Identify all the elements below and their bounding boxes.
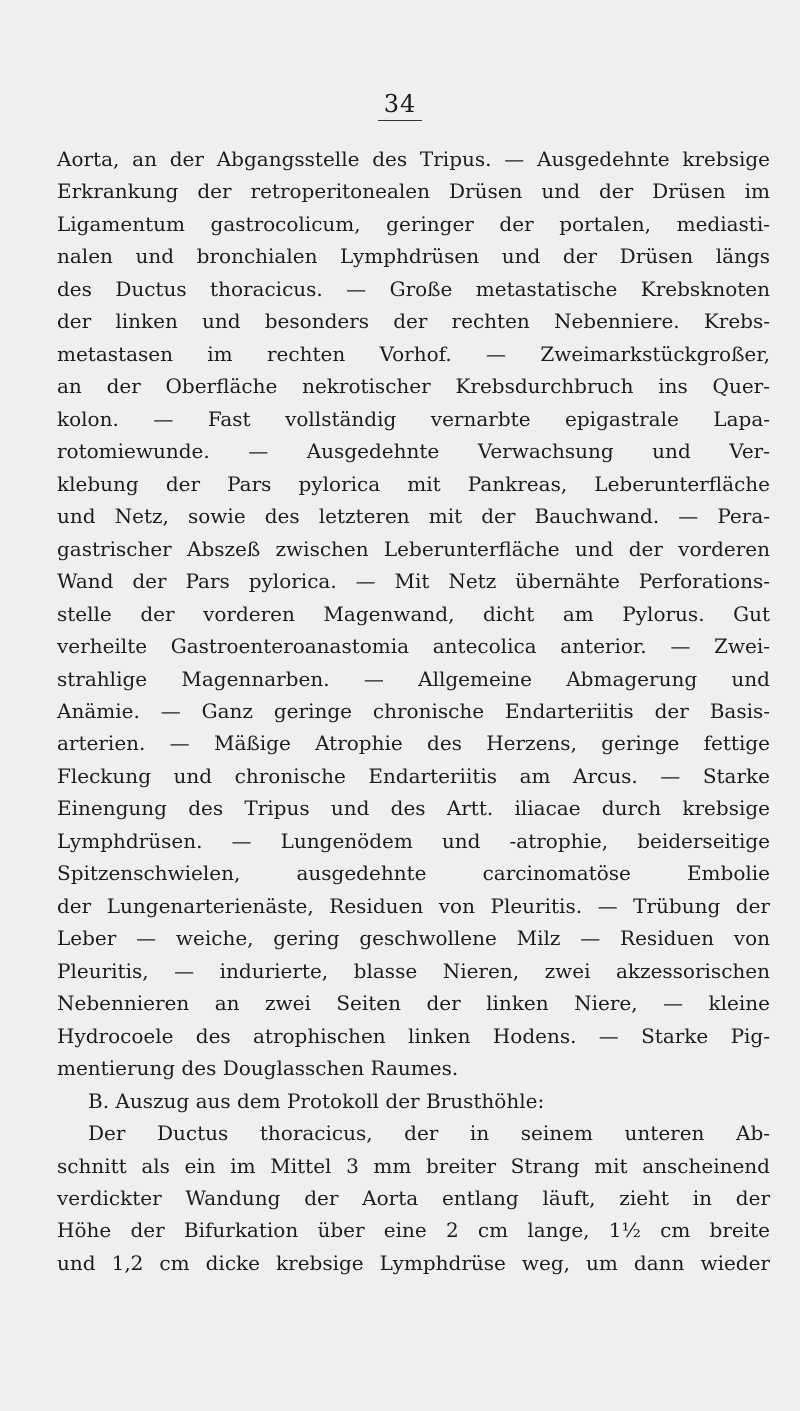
text-line: des Ductus thoracicus. — Große metastatische Krebsknoten <box>57 276 770 301</box>
text-line: arterien. — Mäßige Atrophie des Herzens, geringe fettige <box>57 731 770 756</box>
text-line: Wand der Pars pylorica. — Mit Netz übernähte Perforations- <box>57 569 770 594</box>
text-line: klebung der Pars pylorica mit Pankreas, Leberunterfläche <box>57 471 770 496</box>
text-line: an der Oberfläche nekrotischer Krebsdurchbruch ins Quer- <box>57 374 770 399</box>
text-line: verdickter Wandung der Aorta entlang läuft, zieht in der <box>57 1186 770 1210</box>
text-line: Nebennieren an zwei Seiten der linken Niere, — kleine <box>57 991 770 1016</box>
text-line: stelle der vorderen Magenwand, dicht am Pylorus. Gut <box>57 601 770 626</box>
body-text <box>57 143 770 1279</box>
text-line: schnitt als ein im Mittel 3 mm breiter Strang mit anscheinend <box>57 1153 770 1178</box>
text-line: und Netz, sowie des letzteren mit der Bauchwand. — Pera- <box>57 504 770 529</box>
text-line: der linken und besonders der rechten Nebenniere. Krebs- <box>57 309 770 334</box>
text-line: nalen und bronchialen Lymphdrüsen und der Drüsen längs <box>57 244 770 269</box>
text-line: Lymphdrüsen. — Lungenödem und -atrophie, beiderseitige <box>57 828 770 853</box>
text-line: Anämie. — Ganz geringe chronische Endarteriitis der Basis- <box>57 698 770 723</box>
text-line: mentierung des Douglasschen Raumes. <box>57 1056 459 1081</box>
text-line: gastrischer Abszeß zwischen Leberunterfläche und der vorderen <box>57 536 770 561</box>
text-line: verheilte Gastroenteroanastomia antecolica anterior. — Zwei- <box>57 634 770 659</box>
page-number-area <box>355 90 445 121</box>
text-line: Ligamentum gastrocolicum, geringer der portalen, mediasti- <box>57 211 770 236</box>
text-line: der Lungenarterienäste, Residuen von Pleuritis. — Trübung der <box>57 893 770 918</box>
text-line: Leber — weiche, gering geschwollene Milz — Residuen von <box>57 926 770 951</box>
text-line: kolon. — Fast vollständig vernarbte epigastrale Lapa- <box>57 406 770 431</box>
text-line: Aorta, an der Abgangsstelle des Tripus. — Ausgedehnte krebsige <box>57 147 770 171</box>
text-line: Fleckung und chronische Endarteriitis am Arcus. — Starke <box>57 763 770 788</box>
text-line: rotomiewunde. — Ausgedehnte Verwachsung und Ver- <box>57 439 770 464</box>
text-line: Pleuritis, — indurierte, blasse Nieren, zwei akzessorischen <box>57 958 770 983</box>
text-line: Hydrocoele des atrophischen linken Hodens. — Starke Pig- <box>57 1023 770 1048</box>
text-line: strahlige Magennarben. — Allgemeine Abmagerung und <box>57 666 770 691</box>
text-line: Spitzenschwielen, ausgedehnte carcinomatöse Embolie <box>57 861 770 886</box>
text-line: und 1,2 cm dicke krebsige Lymphdrüse weg, um dann wieder <box>57 1250 770 1275</box>
text-line: metastasen im rechten Vorhof. — Zweimarkstückgroßer, <box>57 341 770 366</box>
text-line: Erkrankung der retroperitonealen Drüsen und der Drüsen im <box>57 179 770 204</box>
page-number: 34 <box>378 90 423 121</box>
text-line: Höhe der Bifurkation über eine 2 cm lange, 1½ cm breite <box>57 1218 770 1243</box>
text-line: Der Ductus thoracicus, der in seinem unteren Ab- <box>88 1121 770 1146</box>
section-heading: B. Auszug aus dem Protokoll der Brusthöhle: <box>88 1088 545 1113</box>
text-line: Einengung des Tripus und des Artt. iliacae durch krebsige <box>57 796 770 821</box>
